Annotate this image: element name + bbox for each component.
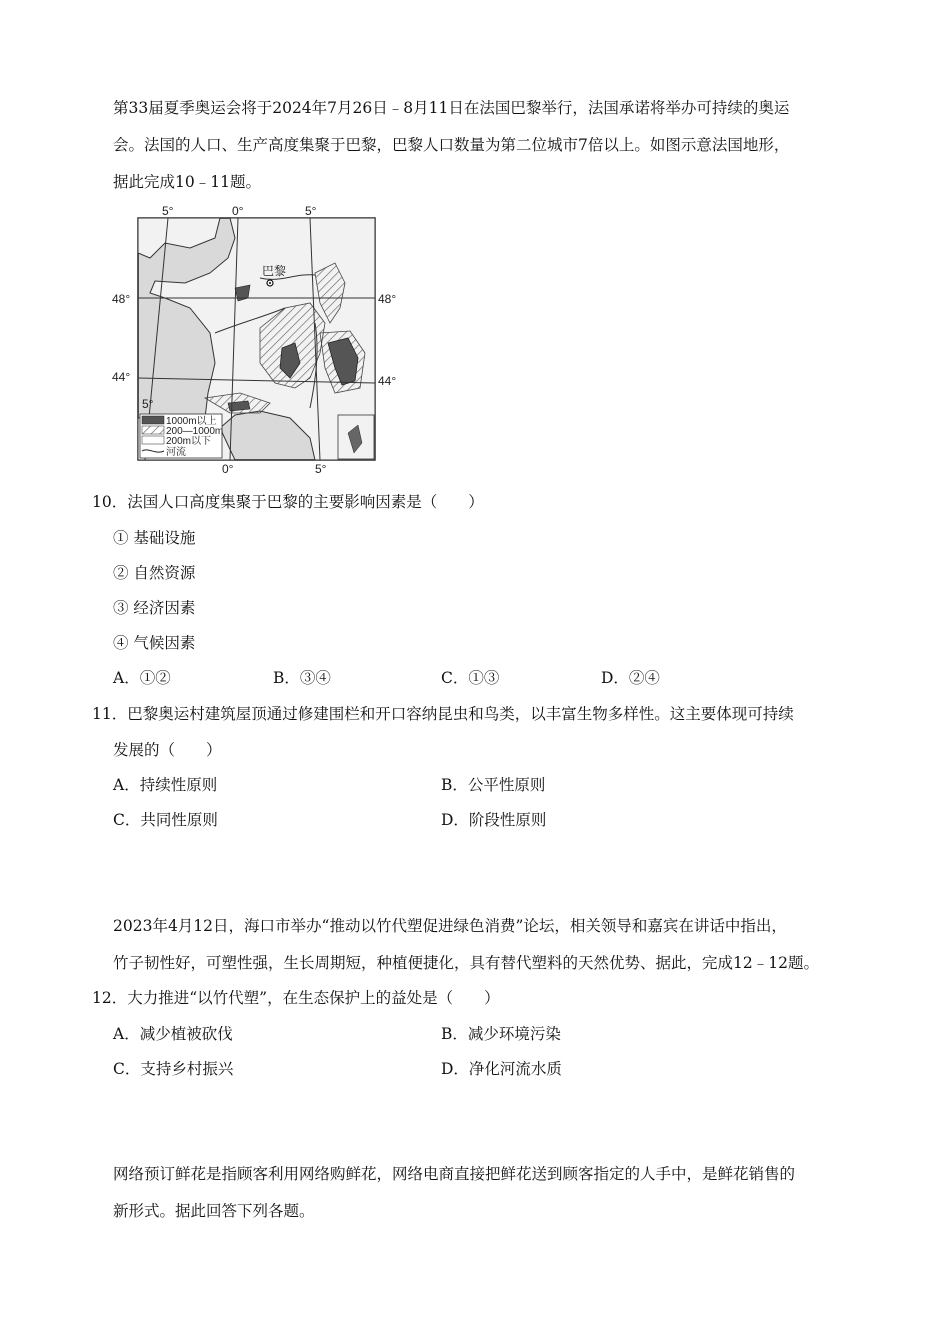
lon-top-5w: 5°	[162, 204, 174, 218]
q10-option-c[interactable]: C．①③	[441, 669, 500, 687]
q10-item-3: ③ 经济因素	[113, 599, 196, 617]
q10-item-4: ④ 气候因素	[113, 634, 196, 652]
q10-item-1: ① 基础设施	[113, 529, 196, 547]
q10-option-b[interactable]: B．③④	[273, 669, 331, 687]
france-terrain-map	[110, 203, 410, 476]
lon-top-0: 0°	[232, 204, 244, 218]
q12-option-b[interactable]: B．减少环境污染	[441, 1025, 561, 1043]
passage3-line1: 网络预订鲜花是指顾客利用网络购鲜花，网络电商直接把鲜花送到顾客指定的人手中，是鲜花销售的	[113, 1165, 796, 1183]
lat-48-left: 48°	[112, 292, 131, 306]
q12-option-c[interactable]: C．支持乡村振兴	[113, 1060, 234, 1078]
passage1-line3: 据此完成10﹣11题。	[113, 173, 261, 191]
lat-48-right: 48°	[378, 292, 397, 306]
q11-option-a[interactable]: A．持续性原则	[113, 776, 218, 794]
legend-low-swatch	[142, 436, 164, 444]
passage1-line1: 第33届夏季奥运会将于2024年7月26日﹣8月11日在法国巴黎举行，法国承诺将举办可持续的奥运	[113, 99, 790, 117]
lon-top-5e: 5°	[305, 204, 317, 218]
q10-option-d[interactable]: D．②④	[601, 669, 660, 687]
q11-option-c[interactable]: C．共同性原则	[113, 811, 218, 829]
q10-option-a[interactable]: A．①②	[113, 669, 171, 687]
france-map-svg	[110, 203, 410, 476]
q12-option-a[interactable]: A．减少植被砍伐	[113, 1025, 233, 1043]
legend-river-label: 河流	[166, 447, 186, 458]
q10-stem: 10．法国人口高度集聚于巴黎的主要影响因素是（ ）	[92, 493, 484, 511]
passage2-line2: 竹子韧性好，可塑性强，生长周期短，种植便捷化，具有替代塑料的天然优势、据此，完成12﹣12题。	[113, 954, 819, 972]
paris-label: 巴黎	[262, 264, 287, 278]
lat-44-left: 44°	[112, 370, 131, 384]
q11-stem-line1: 11．巴黎奥运村建筑屋顶通过修建围栏和开口容纳昆虫和鸟类，以丰富生物多样性。这主要体现可持续	[92, 705, 794, 723]
legend-high-swatch	[142, 416, 164, 424]
passage2-line1: 2023年4月12日，海口市举办“推动以竹代塑促进绿色消费”论坛，相关领导和嘉宾在讲话中指出，	[113, 917, 787, 935]
q12-stem: 12．大力推进“以竹代塑”，在生态保护上的益处是（ ）	[92, 989, 500, 1007]
lon-bottom-5e: 5°	[315, 462, 327, 476]
legend-mid-swatch	[142, 426, 164, 434]
q11-stem-line2: 发展的（ ）	[113, 741, 222, 759]
q12-option-d[interactable]: D．净化河流水质	[441, 1060, 562, 1078]
legend-mid-label: 200—1000m	[166, 426, 224, 437]
passage1-line2: 会。法国的人口、生产高度集聚于巴黎，巴黎人口数量为第二位城市7倍以上。如图示意法国地形，	[113, 136, 790, 154]
passage3-line2: 新形式。据此回答下列各题。	[113, 1202, 315, 1220]
legend-high-label: 1000m以上	[166, 416, 217, 427]
q11-option-b[interactable]: B．公平性原则	[441, 776, 546, 794]
lon-bottom-0: 0°	[222, 462, 234, 476]
lat-44-right: 44°	[378, 374, 397, 388]
lon-bottom-5w: 5°	[142, 397, 154, 411]
q11-option-d[interactable]: D．阶段性原则	[441, 811, 547, 829]
q10-item-2: ② 自然资源	[113, 564, 196, 582]
legend-low-label: 200m以下	[166, 436, 212, 447]
